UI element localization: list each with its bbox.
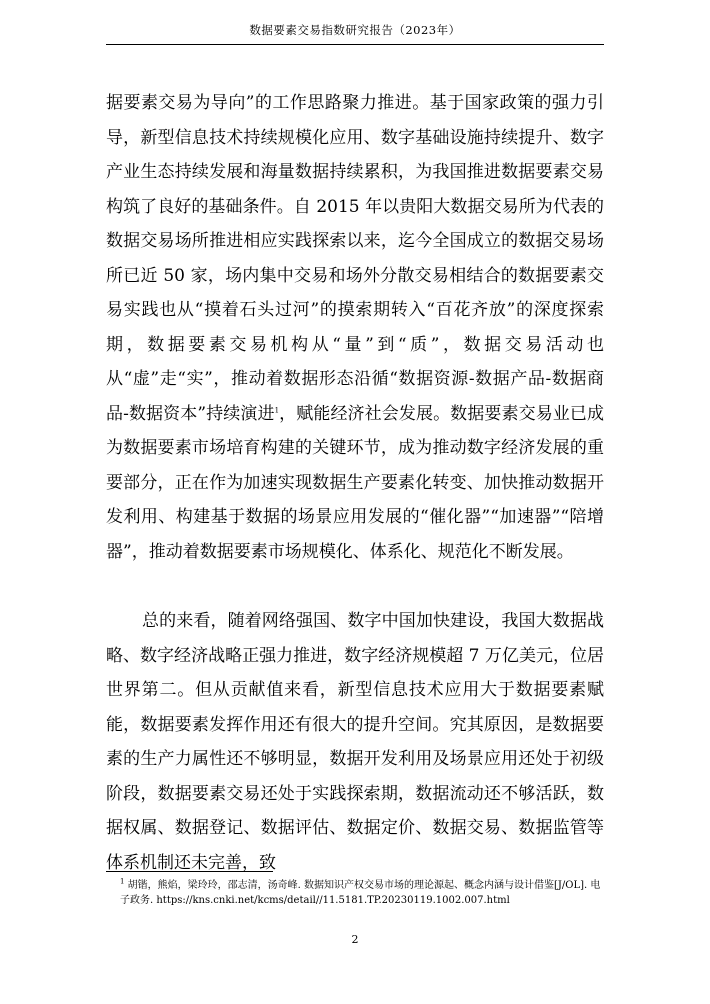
body-paragraph: 总的来看，随着网络强国、数字中国加快建设，我国大数据战略、数字经济战略正强力推进，数字经济规模超 7 万亿美元，位居世界第二。但从贡献值来看，新型信息技术应用大于数据要素赋能，数据要素发挥作用还有很大的提升空间。究其原因，是数据要素的生产力属性还不够明显，数据开发利用及场景应用还处于初级阶段，数据要素交易还处于实践探索期，数据流动还不够活跃，数据权属、数据登记、数据评估、数据定价、数据交易、数据监管等体系机制还未完善，致 <box>106 611 604 873</box>
paragraph-text: ，赋能经济社会发展。数据要素交易业已成为数据要素市场培育构建的关键环节，成为推动数字经济发展的重要部分，正在作为加速实现数据生产要素化转变、加快推动数据开发利用、构建基于数据的场景应用发展的“催化器”“加速器”“陪增器”，推动着数据要素市场规模化、体系化、规范化不断发展。 <box>106 403 605 562</box>
header-rule <box>106 44 604 45</box>
page-number: 2 <box>351 933 359 946</box>
footnote-reference[interactable]: 1 <box>274 405 280 414</box>
footnote-marker: 1 <box>120 877 125 886</box>
footnote-rule <box>106 871 273 872</box>
running-header: 数据要素交易指数研究报告（2023年） <box>249 23 461 37</box>
footnote <box>106 878 604 908</box>
paragraph-text: 据要素交易为导向”的工作思路聚力推进。基于国家政策的强力引导，新型信息技术持续规模化应用、数字基础设施持续提升、数字产业生态持续发展和海量数据持续累积，为我国推进数据要素交易构筑了良好的基础条件。自 2015 年以贵阳大数据交易所为代表的数据交易场所推进相应实践探索以来，迄今全国成立的数据交易场所已近 50 家，场内集中交易和场外分散交易相结合的数据要素交易实践也从“摸着石头过河”的摸索期转入“百花齐放”的深度探索期，数据要素交易机构从“量”到“质”，数据交易活动也从“虚”走“实”，推动着数据形态沿循“数据资源-数据产品-数据商品-数据资本”持续演进 <box>106 93 604 424</box>
footnote-text: 胡锴，熊焰，梁玲玲，邵志清，汤奇峰. 数据知识产权交易市场的理论源起、概念内涵与设计借鉴[J/OL]. 电子政务. https://kns.cnki.net/kcms/detail//11.5181.TP.20230119.1002.007.html <box>120 880 601 906</box>
body-paragraph <box>106 86 604 569</box>
